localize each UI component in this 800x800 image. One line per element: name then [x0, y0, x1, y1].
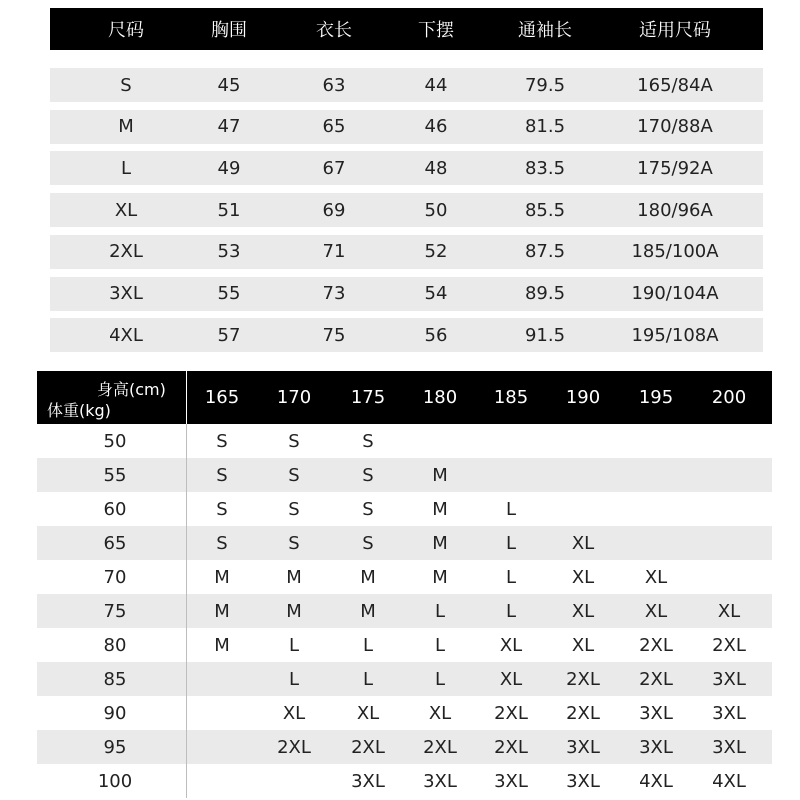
- size-cell: 4XL: [639, 771, 673, 792]
- size-cell: L: [505, 499, 517, 520]
- size-cell: S: [216, 499, 228, 520]
- size-cell: S: [362, 465, 374, 486]
- height-header-cell: 200: [711, 387, 747, 408]
- spec-cell: 91.5: [524, 324, 566, 346]
- spec-cell: 57: [217, 324, 241, 346]
- spec-cell: 50: [424, 199, 448, 221]
- size-cell: S: [216, 533, 228, 554]
- height-header-cell: 170: [276, 387, 312, 408]
- weight-cell: 100: [97, 771, 133, 792]
- weight-cell: 80: [103, 635, 127, 656]
- spec-cell: 81.5: [524, 116, 566, 138]
- size-cell: L: [434, 601, 446, 622]
- spec-table-row: [50, 68, 763, 102]
- height-header-cell: 195: [638, 387, 674, 408]
- spec-cell: 190/104A: [631, 283, 719, 304]
- spec-table-row: [50, 318, 763, 352]
- size-cell: S: [288, 499, 300, 520]
- spec-cell: S: [120, 74, 132, 96]
- row-divider: [186, 424, 187, 458]
- size-cell: M: [214, 635, 230, 656]
- spec-header-sleeve: 通袖长: [518, 20, 572, 41]
- spec-cell: 53: [217, 241, 241, 263]
- size-cell: M: [360, 567, 376, 588]
- size-cell: 2XL: [639, 669, 673, 690]
- spec-cell: 83.5: [524, 157, 566, 179]
- height-header-cell: 190: [565, 387, 601, 408]
- size-cell: 3XL: [639, 737, 673, 758]
- spec-table-row: [50, 193, 763, 227]
- recommend-table-row: [37, 594, 772, 628]
- size-cell: L: [288, 635, 300, 656]
- size-cell: 2XL: [639, 635, 673, 656]
- size-cell: S: [216, 431, 228, 452]
- size-cell: M: [286, 567, 302, 588]
- recommend-table-row: [37, 696, 772, 730]
- spec-cell: 67: [322, 157, 346, 179]
- size-cell: L: [434, 635, 446, 656]
- size-cell: M: [214, 601, 230, 622]
- recommend-table-row: [37, 730, 772, 764]
- row-divider: [186, 696, 187, 730]
- size-cell: M: [432, 465, 448, 486]
- spec-cell: 75: [322, 324, 346, 346]
- size-cell: L: [288, 669, 300, 690]
- spec-cell: 47: [217, 116, 241, 138]
- spec-header-size: 尺码: [108, 20, 144, 41]
- size-cell: L: [434, 669, 446, 690]
- height-header-cell: 165: [204, 387, 240, 408]
- weight-cell: 70: [103, 567, 127, 588]
- spec-table-row: [50, 235, 763, 269]
- row-divider: [186, 594, 187, 628]
- size-cell: S: [216, 465, 228, 486]
- size-cell: S: [362, 533, 374, 554]
- spec-cell: 4XL: [109, 324, 143, 346]
- weight-cell: 85: [103, 669, 127, 690]
- recommend-table-row: [37, 492, 772, 526]
- spec-header-chest: 胸围: [211, 20, 247, 41]
- size-cell: XL: [571, 567, 595, 588]
- spec-cell: 63: [322, 74, 346, 96]
- row-divider: [186, 662, 187, 696]
- spec-cell: 175/92A: [637, 157, 713, 179]
- spec-cell: 45: [217, 74, 241, 96]
- recommend-table-header: [37, 371, 772, 424]
- size-cell: XL: [571, 635, 595, 656]
- size-cell: S: [288, 431, 300, 452]
- size-cell: 3XL: [494, 771, 528, 792]
- spec-cell: 2XL: [109, 241, 143, 263]
- size-cell: XL: [428, 703, 452, 724]
- spec-cell: 165/84A: [637, 74, 713, 96]
- size-cell: 2XL: [351, 737, 385, 758]
- size-cell: 3XL: [423, 771, 457, 792]
- size-cell: M: [432, 567, 448, 588]
- weight-cell: 55: [103, 465, 127, 486]
- spec-header-fit: 适用尺码: [639, 20, 711, 41]
- spec-table-row: [50, 277, 763, 311]
- weight-cell: 65: [103, 533, 127, 554]
- size-cell: M: [360, 601, 376, 622]
- spec-header-hem: 下摆: [418, 20, 454, 41]
- size-cell: XL: [571, 601, 595, 622]
- size-cell: XL: [571, 533, 595, 554]
- corner-height-label: 身高(cm): [97, 380, 166, 399]
- row-divider: [186, 628, 187, 662]
- size-cell: M: [432, 533, 448, 554]
- recommend-table-row: [37, 764, 772, 798]
- weight-cell: 50: [103, 431, 127, 452]
- size-cell: L: [505, 601, 517, 622]
- recommend-table-row: [37, 424, 772, 458]
- size-cell: L: [505, 533, 517, 554]
- spec-cell: 85.5: [524, 199, 566, 221]
- size-cell: 3XL: [351, 771, 385, 792]
- height-header-cell: 175: [350, 387, 386, 408]
- spec-cell: 89.5: [524, 283, 566, 304]
- recommend-table-row: [37, 628, 772, 662]
- recommend-table-row: [37, 526, 772, 560]
- spec-cell: 51: [217, 199, 241, 221]
- row-divider: [186, 764, 187, 798]
- size-cell: S: [362, 499, 374, 520]
- size-cell: 2XL: [712, 635, 746, 656]
- size-cell: 3XL: [712, 737, 746, 758]
- weight-cell: 95: [103, 737, 127, 758]
- spec-cell: L: [120, 157, 132, 179]
- size-cell: S: [288, 465, 300, 486]
- size-cell: XL: [717, 601, 741, 622]
- height-header-cell: 180: [422, 387, 458, 408]
- height-header-cell: 185: [493, 387, 529, 408]
- size-cell: 2XL: [566, 703, 600, 724]
- size-cell: M: [432, 499, 448, 520]
- weight-cell: 90: [103, 703, 127, 724]
- spec-cell: 3XL: [109, 283, 143, 304]
- spec-table-row: [50, 151, 763, 185]
- spec-cell: 73: [322, 283, 346, 304]
- size-cell: XL: [499, 669, 523, 690]
- size-cell: XL: [499, 635, 523, 656]
- size-cell: 3XL: [566, 737, 600, 758]
- spec-cell: 56: [424, 324, 448, 346]
- spec-cell: 195/108A: [631, 324, 719, 346]
- size-cell: S: [362, 431, 374, 452]
- size-cell: L: [362, 635, 374, 656]
- spec-cell: 52: [424, 241, 448, 263]
- size-cell: 4XL: [712, 771, 746, 792]
- spec-cell: 48: [424, 157, 448, 179]
- header-divider: [186, 371, 187, 424]
- spec-cell: 180/96A: [637, 199, 713, 221]
- spec-cell: 79.5: [524, 74, 566, 96]
- size-cell: XL: [644, 601, 668, 622]
- spec-cell: XL: [114, 199, 138, 221]
- spec-cell: 49: [217, 157, 241, 179]
- row-divider: [186, 526, 187, 560]
- spec-cell: 87.5: [524, 241, 566, 263]
- spec-cell: 69: [322, 199, 346, 221]
- size-cell: 3XL: [566, 771, 600, 792]
- size-cell: XL: [356, 703, 380, 724]
- spec-cell: 44: [424, 74, 448, 96]
- size-cell: 2XL: [494, 703, 528, 724]
- weight-cell: 75: [103, 601, 127, 622]
- size-cell: 2XL: [277, 737, 311, 758]
- spec-header-length: 衣长: [316, 20, 352, 41]
- spec-cell: 46: [424, 116, 448, 138]
- row-divider: [186, 730, 187, 764]
- weight-cell: 60: [103, 499, 127, 520]
- size-cell: 2XL: [423, 737, 457, 758]
- size-cell: 2XL: [566, 669, 600, 690]
- size-cell: XL: [282, 703, 306, 724]
- spec-cell: 71: [322, 241, 346, 263]
- spec-cell: 54: [424, 283, 448, 304]
- corner-weight-label: 体重(kg): [47, 401, 111, 420]
- size-cell: L: [505, 567, 517, 588]
- recommend-table-row: [37, 458, 772, 492]
- size-cell: 3XL: [712, 703, 746, 724]
- spec-cell: 170/88A: [637, 116, 713, 138]
- size-cell: 3XL: [712, 669, 746, 690]
- size-cell: L: [362, 669, 374, 690]
- size-cell: M: [214, 567, 230, 588]
- spec-cell: 65: [322, 116, 346, 138]
- size-cell: 2XL: [494, 737, 528, 758]
- size-cell: S: [288, 533, 300, 554]
- spec-cell: 55: [217, 283, 241, 304]
- row-divider: [186, 458, 187, 492]
- spec-cell: M: [118, 116, 134, 138]
- size-cell: M: [286, 601, 302, 622]
- row-divider: [186, 560, 187, 594]
- row-divider: [186, 492, 187, 526]
- size-cell: 3XL: [639, 703, 673, 724]
- spec-cell: 185/100A: [631, 241, 719, 263]
- size-cell: XL: [644, 567, 668, 588]
- recommend-table-row: [37, 662, 772, 696]
- spec-table-header: [50, 8, 763, 50]
- recommend-table-row: [37, 560, 772, 594]
- spec-table-row: [50, 110, 763, 144]
